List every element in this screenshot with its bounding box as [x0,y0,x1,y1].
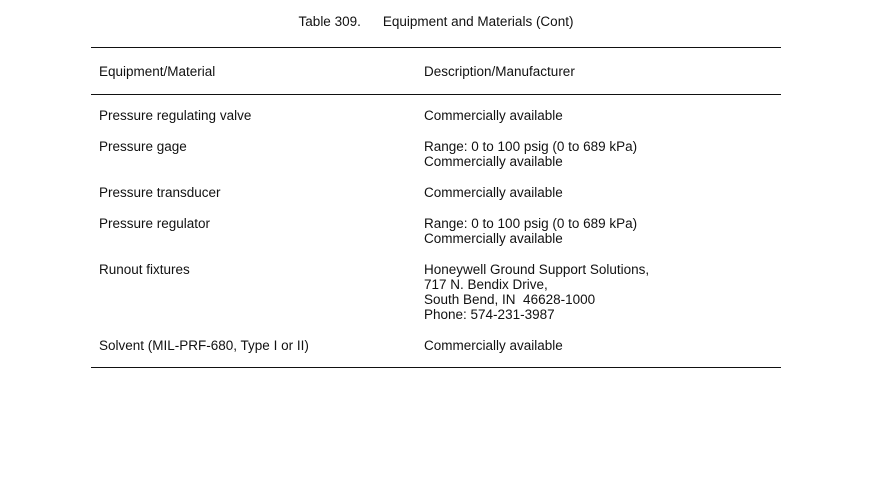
description-line: Commercially available [424,108,563,123]
description-cell [416,185,781,200]
equipment-cell: Pressure gage [99,139,187,154]
equipment-cell: Pressure regulator [99,216,211,231]
equipment-cell: Pressure transducer [99,185,221,200]
description-line: Range: 0 to 100 psig (0 to 689 kPa) [424,139,638,154]
description-line: Commercially available [424,231,563,246]
table-number: Table 309. [298,14,361,29]
table-row [91,262,781,322]
equipment-cell: Pressure regulating valve [99,108,252,123]
table-caption [0,14,872,29]
table-row [91,216,781,246]
description-line: Commercially available [424,154,563,169]
description-cell [416,216,781,246]
table-row [91,338,781,353]
column-header-equipment: Equipment/Material [99,63,216,79]
description-cell [416,262,781,322]
table-body [91,95,781,367]
description-line: Phone: 574-231-3987 [424,307,555,322]
table-row [91,139,781,169]
equipment-table [91,47,781,368]
equipment-cell: Runout fixtures [99,262,190,277]
column-header-description: Description/Manufacturer [424,63,575,79]
description-line: Range: 0 to 100 psig (0 to 689 kPa) [424,216,638,231]
description-cell [416,108,781,123]
bottom-rule [91,367,781,368]
description-line: South Bend, IN 46628-1000 [424,292,596,307]
description-cell [416,139,781,169]
description-line: Honeywell Ground Support Solutions, [424,262,650,277]
table-header-row [91,48,781,94]
description-line: Commercially available [424,338,563,353]
description-line: Commercially available [424,185,563,200]
equipment-cell: Solvent (MIL-PRF-680, Type I or II) [99,338,309,353]
description-line: 717 N. Bendix Drive, [424,277,548,292]
table-row [91,185,781,200]
table-row [91,108,781,123]
description-cell [416,338,781,353]
table-title: Equipment and Materials (Cont) [382,14,574,29]
